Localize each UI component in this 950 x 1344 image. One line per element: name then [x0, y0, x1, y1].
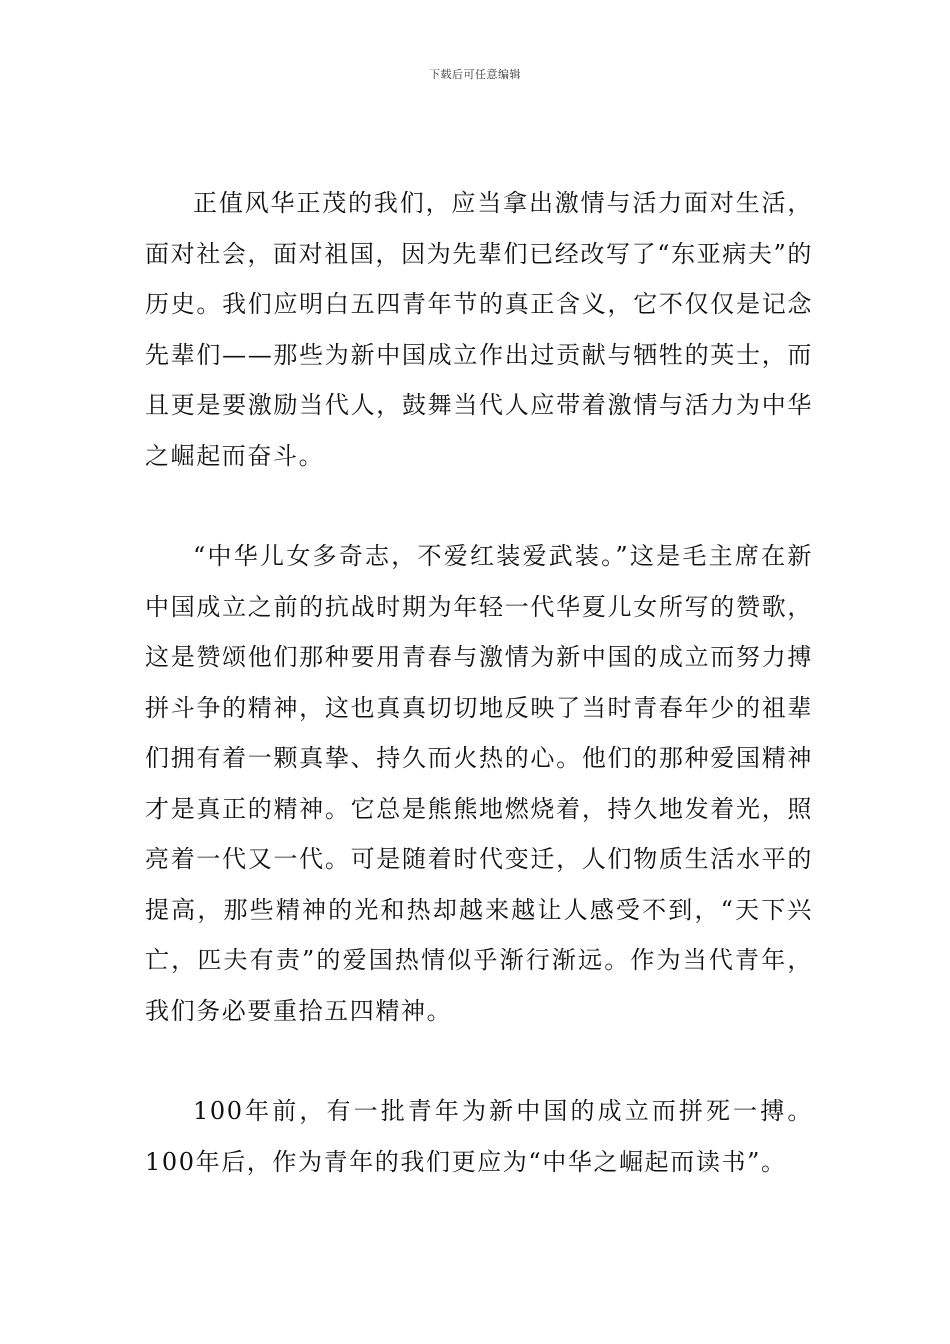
paragraph-3: 100年前，有一批青年为新中国的成立而拼死一搏。100年后，作为青年的我们更应为“中华之崛起而读书”。: [145, 1097, 813, 1176]
paragraph-2: “中华儿女多奇志，不爱红装爱武装。”这是毛主席在新中国成立之前的抗战时期为年轻一代华夏儿女所写的赞歌，这是赞颂他们那种要用青春与激情为新中国的成立而努力搏拼斗争的精神，这也真真切切地反映了当时青春年少的祖辈们拥有着一颗真挚、持久而火热的心。他们的那种爱国精神才是真正的精神。它总是熊熊地燃烧着，持久地发着光，照亮着一代又一代。可是随着时代变迁，人们物质生活水平的提高，那些精神的光和热却越来越让人感受不到，“天下兴亡，匹夫有责”的爱国热情似乎渐行渐远。作为当代青年，我们务必要重拾五四精神。: [145, 542, 813, 1025]
page-header-note: 下载后可任意编辑: [429, 68, 521, 81]
paragraph-1: 正值风华正茂的我们，应当拿出激情与活力面对生活，面对社会，面对祖国，因为先辈们已经改写了“东亚病夫”的历史。我们应明白五四青年节的真正含义，它不仅仅是记念先辈们——那些为新中国成立作出过贡献与牺牲的英士，而且更是要激励当代人，鼓舞当代人应带着激情与活力为中华之崛起而奋斗。: [145, 189, 813, 470]
document-body: [145, 178, 813, 1187]
